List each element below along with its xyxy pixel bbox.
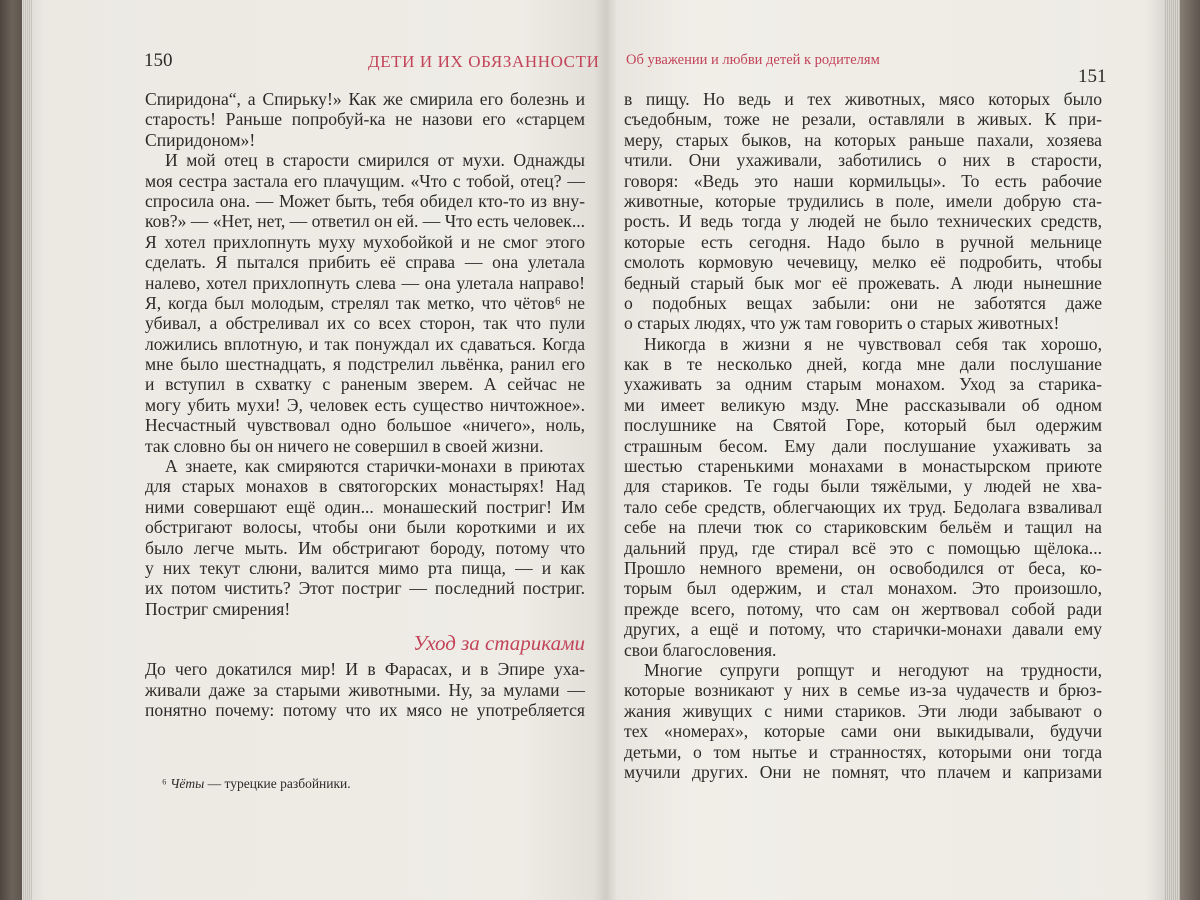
text-line: Многие супруги ропщут и негодуют на трудности, [644,659,1102,680]
left-page [22,0,606,900]
text-line: смолоть кормовую чечевицу, мелко её подробить, чтобы [624,252,1102,273]
text-line: налево, хотел прихлопнуть слева — она улетала направо! [145,272,585,293]
text-line: для стариков. Те годы были тяжёлыми, у людей не хва- [624,476,1102,497]
text-line: Несчастный чувствовал одно большое «ничего», ноль, [145,415,585,436]
text-line: животные, которые трудились в поле, имели добрую ста- [624,190,1102,211]
section-heading: Уход за стариками [413,631,585,656]
page-edges-left [22,0,32,900]
paragraph [145,89,585,150]
text-line: в пищу. Но ведь и тех животных, мясо которых было [624,89,1102,109]
text-line: страшным бесом. Ему дали послушание ухаживать за [624,435,1102,456]
text-line: Постриг смирения! [145,598,291,619]
text-line: меру, старых быков, на которых раньше пахали, хозяева [624,129,1102,150]
text-line: тало себе средств, облегчающих их труд. Бедолага взваливал [624,496,1102,517]
paragraph [145,456,585,619]
right-page [606,0,1180,900]
running-head-right: Об уважении и любви детей к родителям [626,52,880,68]
footnote-marker: ⁶ [162,776,167,791]
text-line: рость. И ведь тогда у людей не было технических средств, [624,211,1102,232]
text-line: ков?» — «Нет, нет, — ответил он ей. — Что есть человек... [145,211,586,232]
text-line: понятно почему: потому что их мясо не употребляется [145,699,585,720]
text-line: Спиридоном»! [145,129,256,150]
text-line: их потом чистить? Этот постриг — последний постриг. [145,578,585,599]
text-line: Спиридона“, а Спирьку!» Как же смирила его болезнь и [145,89,585,109]
text-line: было легче мыть. Им обстригают бороду, потому что [145,537,585,558]
text-line: моя сестра застала его плачущим. «Что с тобой, отец? — [145,170,585,191]
text-line: Я хотел прихлопнуть муху мухобойкой и не смог этого [145,231,585,252]
text-line: ми имеет великую мзду. Мне рассказывали об одном [624,394,1102,415]
text-line: которые есть сегодня. Надо было в ручной мельнице [624,231,1102,252]
text-line: для старых монахов в святогорских монастырях! Над [145,476,585,497]
text-line: свои благословения. [624,639,777,660]
running-head-left: ДЕТИ И ИХ ОБЯЗАННОСТИ [368,52,600,71]
text-line: До чего докатился мир! И в Фарасах, и в Эпире уха- [145,659,585,680]
text-line: И мой отец в старости смирился от мухи. Однажды [165,150,585,171]
text-line: бедный старый бык мог её прожевать. А люди нынешние [624,272,1102,293]
paragraph [145,150,585,456]
footnote [162,776,351,792]
text-line: дальний пруд, где стирал всё это с помощью щёлока... [624,537,1102,558]
text-line: убивал, а обстреливал их со всех сторон, так что пули [145,313,585,334]
text-line: Никогда в жизни я не чувствовал себя так хорошо, [644,333,1102,354]
text-line: живали даже за старыми животными. Ну, за мулами — [145,679,585,700]
text-line: о старых людях, что уж там говорить о старых животных! [624,313,1060,334]
text-line: сделать. Я пытался прибить её справа — она улетала [145,252,585,273]
text-line: шестью старенькими монахами в монастырском приюте [624,456,1102,477]
text-line: как в те несколько дней, когда мне дали послушание [624,354,1102,375]
table-surface [1178,0,1200,900]
text-line: могу убить мухи! Э, человек есть существо ничтожное». [145,394,585,415]
open-book [22,0,1180,900]
text-line: себе на плечи тюк со стариковским бельём и тащил на [624,517,1102,538]
paragraph [624,89,1102,334]
text-line: съедобным, тоже не резали, оставляли в живых. К при- [624,109,1102,130]
text-line: которые возникают у них в семье из-за чудачеств и брюз- [624,680,1102,701]
paragraph [624,334,1102,660]
left-page-body [145,89,585,720]
right-page-body [624,89,1102,782]
text-line: других, а ещё и потому, что старички-монахи давали ему [624,619,1102,640]
text-line: А знаете, как смиряются старички-монахи в приютах [165,456,585,477]
text-line: ухаживать за одним старым монахом. Уход за старика- [624,374,1102,395]
text-line: старость! Раньше попробуй-ка не назови его «старцем [145,109,585,130]
page-edges-right [1164,0,1180,900]
text-line: торым был одержим, и стал монахом. Это произошло, [624,578,1102,599]
text-line: мучили других. Они не помнят, что плачем и капризами [624,761,1102,782]
page-number-left: 150 [144,50,173,71]
text-line: Я, когда был молодым, стрелял так метко, что чётов⁶ не [145,292,585,313]
paragraph [145,659,585,720]
text-line: прежде всего, потому, что сам он жертвовал собой ради [624,598,1102,619]
text-line: жания живущих с ними стариков. Эти люди забывают о [624,700,1102,721]
text-line: так словно бы он ничего не совершил в своей жизни. [145,435,544,456]
page-number-right: 151 [1078,66,1107,87]
text-line: спросила она. — Может быть, тебя обидел кто-то из вну- [145,190,585,211]
footnote-text: — турецкие разбойники. [204,776,351,791]
text-line: у них текут слюни, валится мимо рта пища, — и как [145,557,585,578]
paragraph [624,660,1102,782]
text-line: о подобных вещах забыли: они не заботятся даже [624,292,1102,313]
text-line: и вступил в схватку с раненым зверем. А сейчас не [145,374,585,395]
text-line: обстригают волосы, чтобы они были короткими и их [145,517,585,538]
text-line: послушнике на Святой Горе, который был одержим [624,415,1102,436]
text-line: мне было шестнадцать, я подстрелил львёнка, ранил его [145,354,585,375]
text-line: Прошло немного времени, он освободился от беса, ко- [624,557,1102,578]
text-line: ними совершают ещё один... монашеский постриг! Им [145,496,585,517]
text-line: чтили. Они ухаживали, заботились о них в старости, [624,150,1102,171]
text-line: говоря: «Ведь это наши кормильцы». То есть рабочие [624,170,1102,191]
text-line: тех «номерах», которые сами они выкидывали, будучи [624,721,1102,742]
text-line: ложились вплотную, и так понуждал их сдаваться. Когда [145,333,585,354]
text-line: детьми, о том нытье и странностях, которыми они тогда [624,741,1102,762]
footnote-term: Чёты [170,776,205,791]
